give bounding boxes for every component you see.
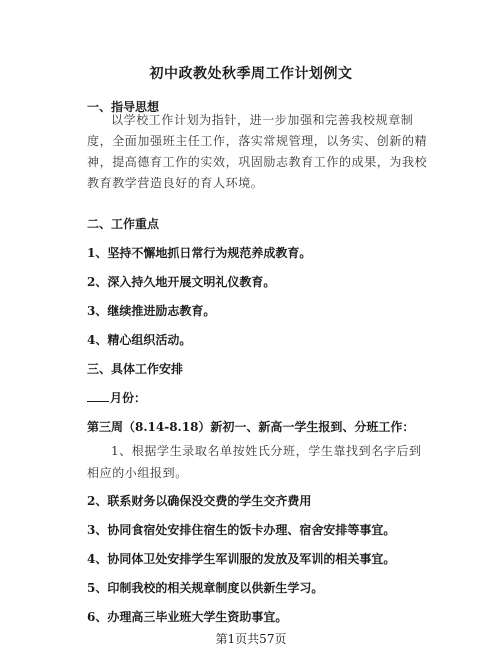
schedule-task: 4、协同体卫处安排学生军训服的发放及军训的相关事宜。: [87, 552, 396, 566]
month-blank: [87, 389, 109, 402]
work-focus-item: 4、精心组织活动。: [87, 333, 192, 347]
document-title: 初中政教处秋季周工作计划例文: [149, 66, 353, 82]
schedule-task: 3、协同食宿处安排住宿生的饭卡办理、宿舍安排等事宜。: [87, 523, 396, 537]
schedule-task: 6、办理高三毕业班大学生资助事宜。: [87, 610, 288, 624]
schedule-task: 2、联系财务以确保没交费的学生交齐费用: [87, 494, 312, 508]
guiding-ideology-paragraph: 以学校工作计划为指针，进一步加强和完善我校规章制度，全面加强班主任工作，落实常规管理，以务实、创新的精神，提高德育工作的实效，巩固励志教育工作的成果，为我校教育教学营造良好的育人环境。: [87, 113, 428, 190]
work-focus-item: 2、深入持久地开展文明礼仪教育。: [87, 275, 276, 289]
week-heading: 第三周（8.14-8.18）新初一、新高一学生报到、分班工作：: [87, 420, 415, 434]
month-line: [87, 389, 146, 406]
work-focus-item: 1、坚持不懈地抓日常行为规范养成教育。: [87, 246, 312, 260]
section-heading-work-focus: 二、工作重点: [87, 217, 160, 231]
week-paragraph: 1、根据学生录取名单按姓氏分班，学生靠找到名字后到相应的小组报到。: [87, 444, 422, 480]
work-focus-item: 3、继续推进励志教育。: [87, 304, 216, 318]
schedule-task: 5、印制我校的相关规章制度以供新生学习。: [87, 581, 324, 595]
section-heading-schedule: 三、具体工作安排: [87, 362, 184, 376]
page-number-footer: 第1页共57页: [215, 632, 287, 646]
section-heading-guiding-ideology: 一、指导思想: [87, 100, 160, 114]
month-label: 月份：: [110, 391, 147, 405]
